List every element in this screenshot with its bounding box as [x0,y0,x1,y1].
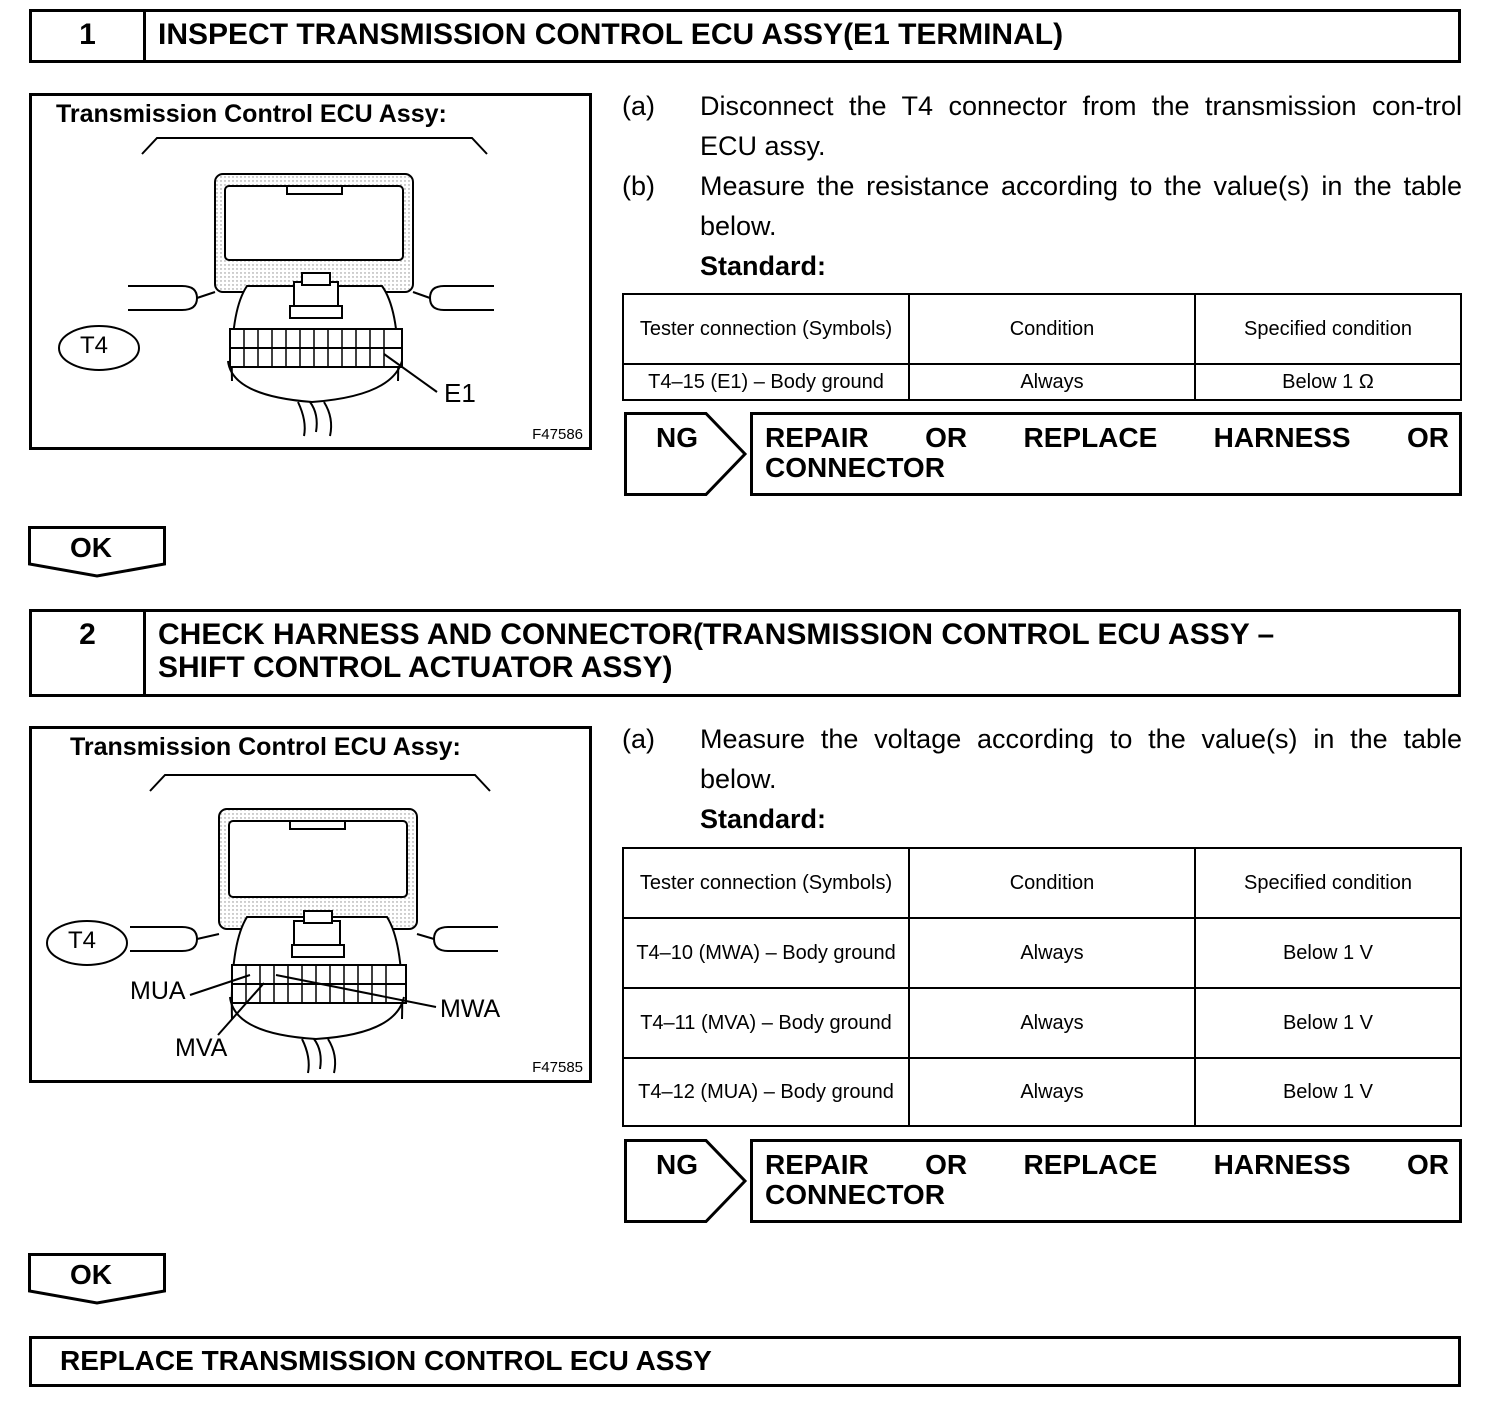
table-header-row [623,294,1461,364]
step2-ng-box [624,1139,1462,1223]
step2-number: 2 [32,612,146,694]
step2-figure [29,726,592,1083]
header-condition: Condition [909,294,1195,364]
step1-t4-label: T4 [80,332,109,359]
step1-instructions [622,86,1462,286]
step1-number: 1 [32,12,146,60]
step1-ng-message: REPAIR OR REPLACE HARNESS OR CONNECTOR [750,412,1462,496]
header-specified-condition: Specified condition [1195,294,1461,364]
step2-title: CHECK HARNESS AND CONNECTOR(TRANSMISSION CONTROL ECU ASSY – SHIFT CONTROL ACTUATOR ASSY) [158,618,1275,684]
header-condition: Condition [909,848,1195,918]
step1-instruction-a: (a) Disconnect the T4 connector from the transmission con-trol ECU assy. [622,91,1462,161]
step2-figure-title: Transmission Control ECU Assy: [70,733,461,761]
step1-figure [29,93,592,450]
step1-ok-tag: OK [28,526,166,578]
step1-standard-label: Standard: [700,251,827,281]
header-tester-connection: Tester connection (Symbols) [623,294,909,364]
step1-instruction-b: (b) Measure the resistance according to the value(s) in the table below. [622,171,1462,241]
step1-figure-title: Transmission Control ECU Assy: [56,100,447,128]
table-row: T4–10 (MWA) – Body ground Always Below 1 V [623,918,1461,988]
step2-t4-label: T4 [68,927,97,954]
step2-mwa-label: MWA [440,995,501,1023]
step2-instruction-a: (a) Measure the voltage according to the value(s) in the table below. [622,724,1462,794]
step2-instructions [622,719,1462,839]
step1-ng-tag: NG [624,412,750,494]
table-row: T4–12 (MUA) – Body ground Always Below 1 V [623,1058,1461,1126]
step1-title: INSPECT TRANSMISSION CONTROL ECU ASSY(E1 TERMINAL) [158,18,1064,51]
step2-ng-tag: NG [624,1139,750,1221]
header-specified-condition: Specified condition [1195,848,1461,918]
table-row: T4–11 (MVA) – Body ground Always Below 1 V [623,988,1461,1058]
header-tester-connection: Tester connection (Symbols) [623,848,909,918]
step2-mva-label: MVA [175,1034,228,1062]
step2-figure-code: F47585 [532,1059,583,1076]
step1-header [29,9,1461,63]
step1-ng-box [624,412,1462,496]
ecu-connector-illustration [32,96,589,447]
step1-e1-label: E1 [444,378,476,408]
step1-spec-table [622,293,1462,401]
step2-spec-table [622,847,1462,1127]
step2-mua-label: MUA [130,977,186,1005]
step2-header [29,609,1461,697]
step1-figure-code: F47586 [532,426,583,443]
table-header-row [623,848,1461,918]
ecu-connector-illustration [32,729,589,1080]
step2-ng-message: REPAIR OR REPLACE HARNESS OR CONNECTOR [750,1139,1462,1223]
final-action-box: REPLACE TRANSMISSION CONTROL ECU ASSY [29,1336,1461,1387]
step2-ok-tag: OK [28,1253,166,1305]
table-row: T4–15 (E1) – Body ground Always Below 1 Ω [623,364,1461,400]
step2-standard-label: Standard: [700,804,827,834]
